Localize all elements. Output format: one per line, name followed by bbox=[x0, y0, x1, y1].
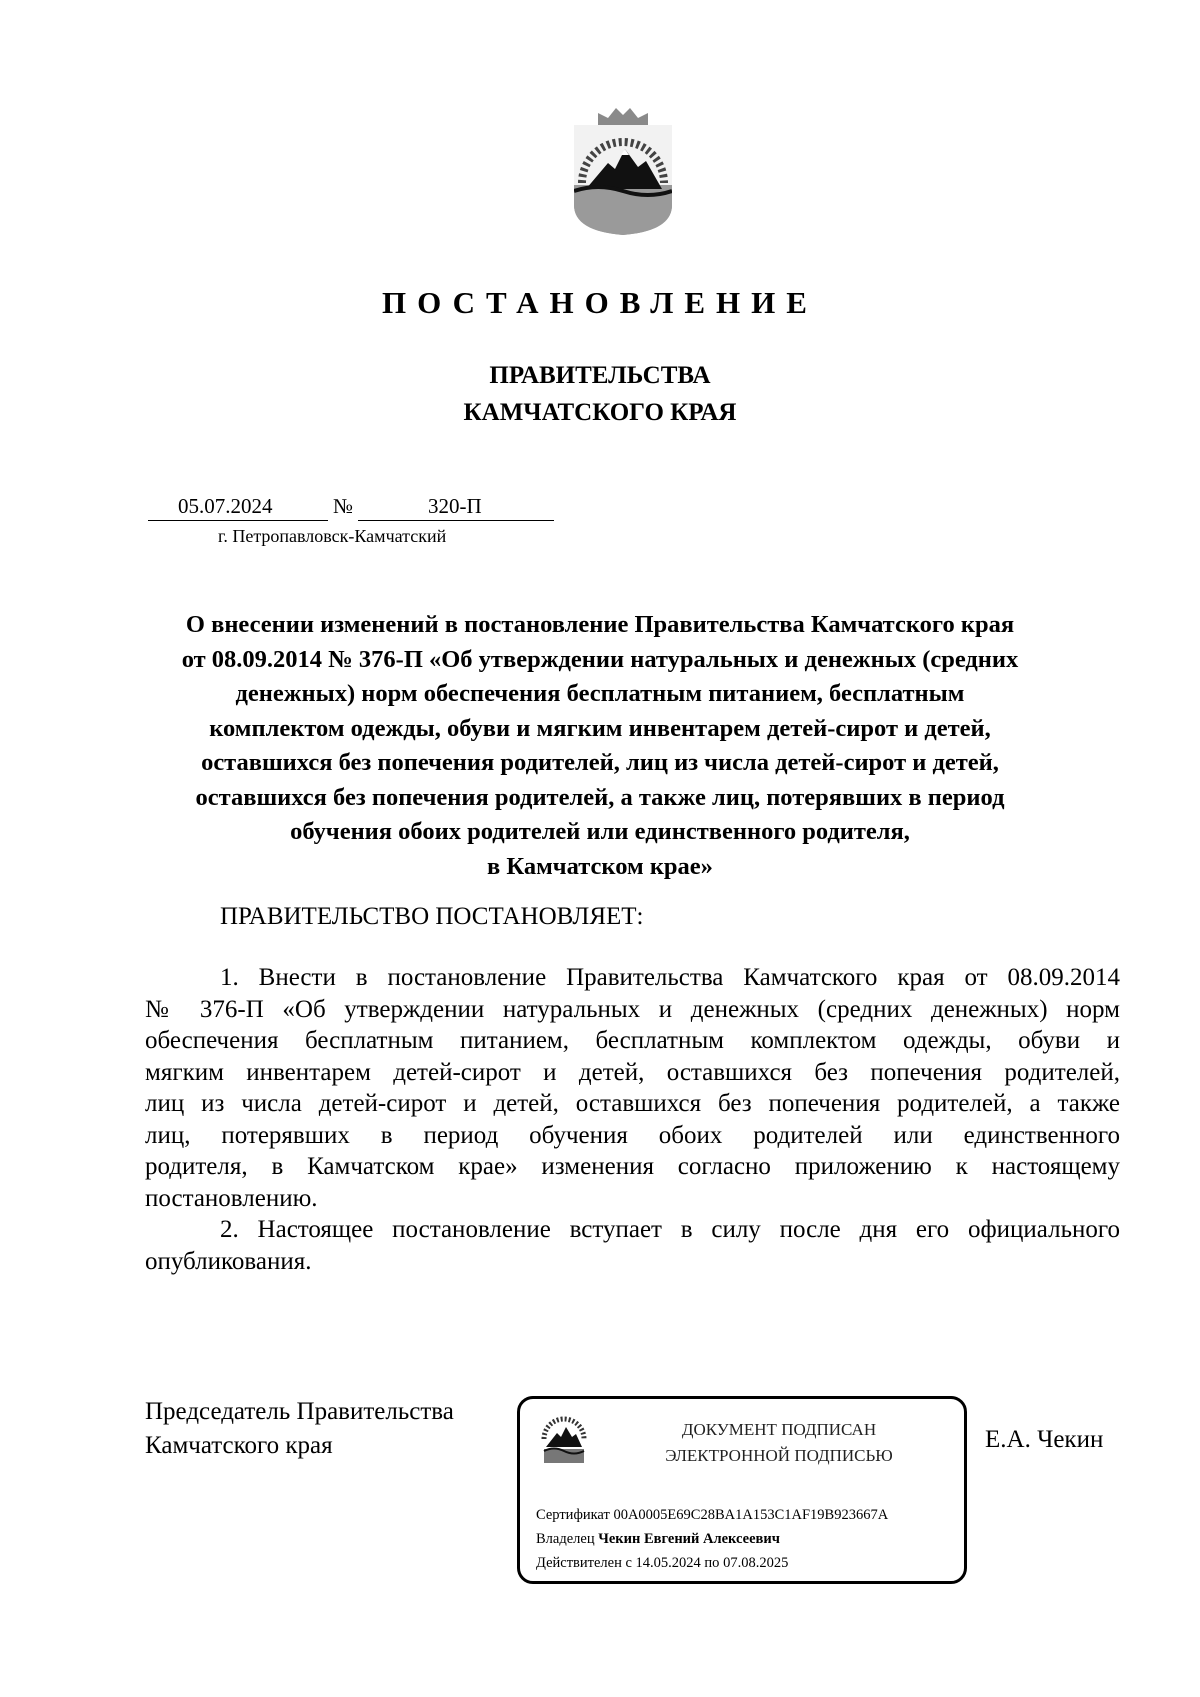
title-line: обучения обоих родителей или единственного родителя, bbox=[290, 818, 910, 845]
certificate-row bbox=[536, 1507, 888, 1524]
stamp-heading-line: ДОКУМЕНТ ПОДПИСАН bbox=[681, 1420, 877, 1439]
body-line: лиц, потерявших в период обучения обоих родителей или единственного bbox=[145, 1121, 1120, 1149]
body-line: 2. Настоящее постановление вступает в силу после дня его официального bbox=[220, 1216, 1120, 1243]
signer-position-line: Камчатского края bbox=[145, 1432, 333, 1459]
valid-from-date: 14.05.2024 bbox=[635, 1555, 701, 1571]
title-line: оставшихся без попечения родителей, а также лиц, потерявших в период bbox=[195, 783, 1005, 811]
title-line: оставшихся без попечения родителей, лиц из числа детей-сирот и детей, bbox=[201, 749, 999, 776]
underline bbox=[148, 520, 328, 521]
place-of-issue: г. Петропавловск-Камчатский bbox=[218, 526, 447, 546]
body-line: лиц из числа детей-сирот и детей, оставшихся без попечения родителей, а также bbox=[145, 1090, 1120, 1117]
underline bbox=[358, 520, 554, 521]
title-line: денежных) норм обеспечения бесплатным питанием, бесплатным bbox=[235, 680, 965, 707]
emblem-icon bbox=[540, 1413, 588, 1469]
document-number: 320-П bbox=[428, 494, 482, 518]
authority-line: ПРАВИТЕЛЬСТВА bbox=[489, 362, 711, 389]
title-line: от 08.09.2014 № 376-П «Об утверждении натуральных и денежных (средних bbox=[181, 645, 1019, 673]
signer-name: Е.А. Чекин bbox=[985, 1426, 1104, 1453]
body-line: родителя, в Камчатском крае» изменения согласно приложению к настоящему bbox=[145, 1153, 1120, 1180]
authority-line: КАМЧАТСКОГО КРАЯ bbox=[463, 399, 737, 426]
electronic-signature-stamp bbox=[517, 1396, 967, 1584]
decree-intro: ПРАВИТЕЛЬСТВО ПОСТАНОВЛЯЕТ: bbox=[220, 903, 644, 930]
issuing-authority bbox=[0, 357, 1200, 431]
body-line: обеспечения бесплатным питанием, бесплатным комплектом одежды, обуви и bbox=[145, 1027, 1120, 1054]
body-line: 1. Внести в постановление Правительства Камчатского края от 08.09.2014 bbox=[220, 964, 1120, 991]
valid-to-date: 07.08.2025 bbox=[723, 1555, 789, 1571]
document-type-heading: ПОСТАНОВЛЕНИЕ bbox=[382, 285, 818, 320]
document-title bbox=[130, 608, 1070, 884]
certificate-label: Сертификат bbox=[536, 1507, 610, 1523]
title-line: О внесении изменений в постановление Правительства Камчатского края bbox=[185, 611, 1015, 638]
stamp-heading-line: ЭЛЕКТРОННОЙ ПОДПИСЬЮ bbox=[665, 1446, 893, 1465]
owner-row bbox=[536, 1531, 780, 1548]
body-line: опубликования. bbox=[145, 1247, 312, 1275]
valid-label: Действителен bbox=[536, 1555, 622, 1571]
certificate-value: 00A0005E69C28BA1A153C1AF19B923667A bbox=[613, 1507, 889, 1523]
date-number-line bbox=[148, 494, 554, 524]
valid-from-word: с bbox=[625, 1555, 632, 1571]
title-line: в Камчатском крае» bbox=[487, 852, 713, 880]
signer-position bbox=[145, 1395, 454, 1463]
body-line: № 376-П «Об утверждении натуральных и денежных (средних денежных) норм bbox=[145, 995, 1120, 1023]
validity-row bbox=[536, 1555, 788, 1572]
valid-to-word: по bbox=[704, 1555, 720, 1571]
owner-label: Владелец bbox=[536, 1531, 595, 1547]
signer-position-line: Председатель Правительства bbox=[145, 1398, 454, 1425]
document-body bbox=[145, 962, 1120, 1277]
document-date: 05.07.2024 bbox=[178, 494, 273, 518]
stamp-heading bbox=[600, 1417, 958, 1469]
body-line: мягким инвентарем детей-сирот и детей, оставшихся без попечения родителей, bbox=[145, 1058, 1120, 1086]
number-sign: № bbox=[333, 494, 354, 518]
owner-value: Чекин Евгений Алексеевич bbox=[598, 1531, 780, 1547]
title-line: комплектом одежды, обуви и мягким инвентарем детей-сирот и детей, bbox=[209, 714, 991, 742]
coat-of-arms-icon bbox=[568, 105, 678, 237]
body-line: постановлению. bbox=[145, 1184, 318, 1212]
